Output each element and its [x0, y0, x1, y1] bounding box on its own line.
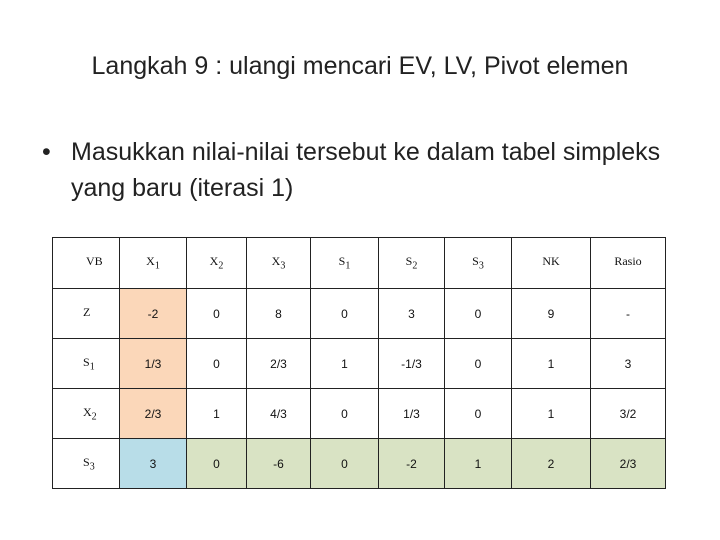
- bullet-point: [42, 134, 682, 206]
- table-cell: 0: [311, 439, 379, 489]
- row-label: $S_1$: [53, 339, 120, 389]
- header-cell-x2: $X_2$: [187, 238, 247, 289]
- header-cell-vb: VB: [53, 238, 120, 289]
- slide-title: Langkah 9 : ulangi mencari EV, LV, Pivot elemen: [91, 52, 629, 80]
- table-cell: 0: [187, 439, 247, 489]
- table-cell: 1: [311, 339, 379, 389]
- row-label: $X_2$: [53, 389, 120, 439]
- bullet-text: Masukkan nilai-nilai tersebut ke dalam tabel simpleks yang baru (iterasi 1): [71, 138, 661, 202]
- table-cell: 3: [379, 289, 445, 339]
- header-cell-nk: NK: [512, 238, 591, 289]
- table-cell: 0: [311, 389, 379, 439]
- table-row-s1: [53, 339, 666, 389]
- table-cell: 1: [445, 439, 512, 489]
- table-header-row: [53, 238, 666, 289]
- header-cell-x1: $X_1$: [120, 238, 187, 289]
- table-cell: 0: [445, 339, 512, 389]
- header-cell-s3: $S_3$: [445, 238, 512, 289]
- table-cell: 1/3: [379, 389, 445, 439]
- table-cell: -2: [379, 439, 445, 489]
- table-cell: 1: [187, 389, 247, 439]
- table-cell: -1/3: [379, 339, 445, 389]
- table-cell: 2/3: [247, 339, 311, 389]
- table-cell: 3/2: [591, 389, 666, 439]
- table-cell: 8: [247, 289, 311, 339]
- header-cell-s2: $S_2$: [379, 238, 445, 289]
- table-cell: 0: [311, 289, 379, 339]
- simplex-table: [52, 237, 666, 489]
- table-cell: 9: [512, 289, 591, 339]
- header-cell-x3: $X_3$: [247, 238, 311, 289]
- table-cell: -: [591, 289, 666, 339]
- table-row-s3: [53, 439, 666, 489]
- table-cell: 0: [445, 389, 512, 439]
- table-cell: 2: [512, 439, 591, 489]
- header-cell-s1: $S_1$: [311, 238, 379, 289]
- row-label: Z: [53, 289, 120, 339]
- table-cell: 3: [591, 339, 666, 389]
- table-row-x2: [53, 389, 666, 439]
- table-cell: 1: [512, 339, 591, 389]
- table-cell: 4/3: [247, 389, 311, 439]
- table-cell: 0: [187, 339, 247, 389]
- table-cell: 2/3: [120, 389, 187, 439]
- table-row-z: [53, 289, 666, 339]
- table-cell: 1/3: [120, 339, 187, 389]
- table-cell: -2: [120, 289, 187, 339]
- bullet-dot-icon: •: [42, 138, 51, 166]
- header-cell-rasio: Rasio: [591, 238, 666, 289]
- table-cell: 0: [187, 289, 247, 339]
- table-cell: 2/3: [591, 439, 666, 489]
- row-label: $S_3$: [53, 439, 120, 489]
- table-cell: -6: [247, 439, 311, 489]
- table-cell: 1: [512, 389, 591, 439]
- table-cell: 0: [445, 289, 512, 339]
- pivot-element-cell: 3: [120, 439, 187, 489]
